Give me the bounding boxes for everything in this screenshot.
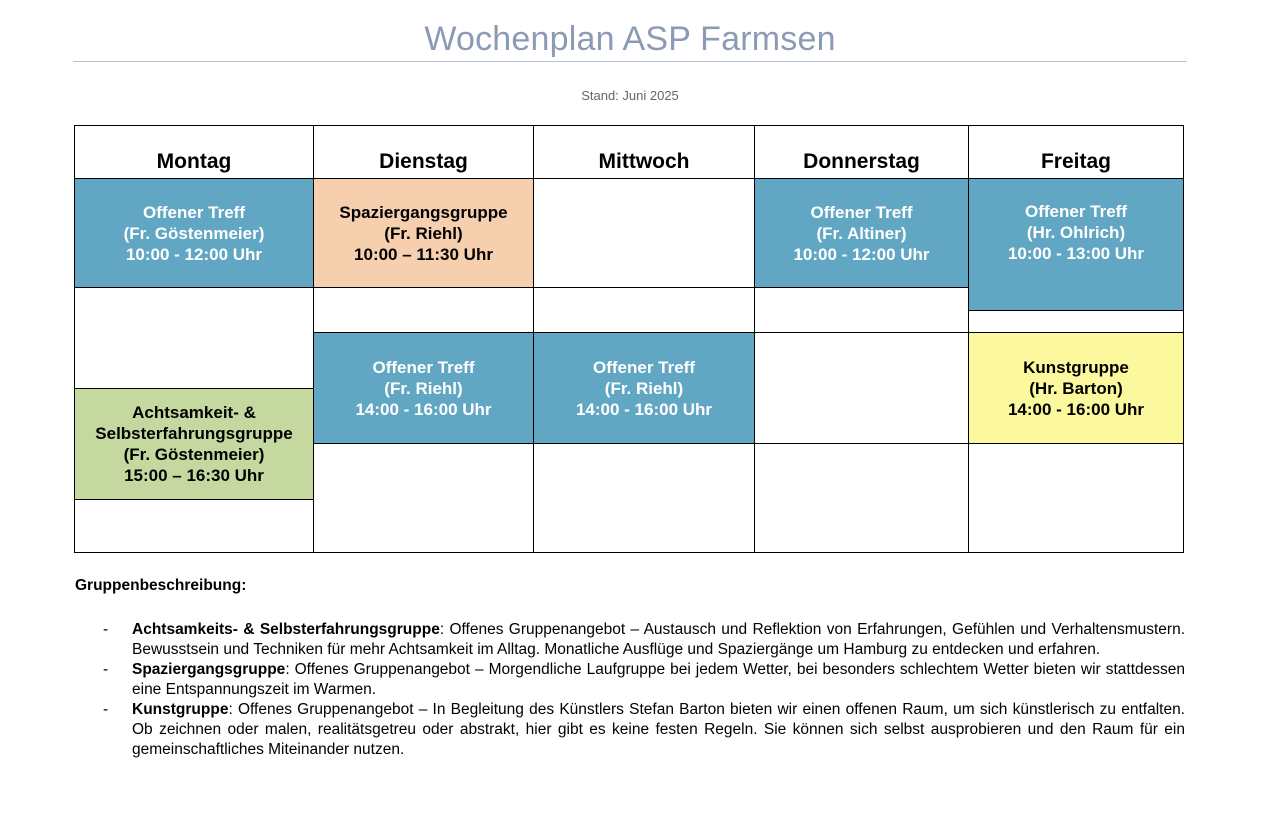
row-divider [968, 443, 1183, 444]
stand-date: Stand: Juni 2025 [581, 88, 679, 103]
event-title: Offener Treff [592, 357, 696, 377]
event-host: (Fr. Riehl) [384, 223, 463, 243]
event-spaziergangsgruppe-dienstag [314, 179, 533, 287]
event-offener-treff-freitag [969, 179, 1183, 310]
list-item [75, 620, 1185, 660]
event-host: (Fr. Riehl) [604, 378, 684, 398]
day-header-mittwoch: Mittwoch [598, 150, 690, 173]
day-header-montag: Montag [156, 150, 232, 173]
event-achtsamkeit-montag [75, 389, 313, 499]
event-title: Offener Treff [810, 202, 913, 222]
group-name: Achtsamkeits- & Selbsterfahrungsgruppe [132, 621, 440, 638]
page-title: Wochenplan ASP Farmsen [424, 20, 836, 58]
event-time: 10:00 - 12:00 Uhr [793, 244, 930, 264]
group-text: : Offenes Gruppenangebot – Morgendliche Laufgruppe bei jedem Wetter, bei besonders schlechtem Wetter bieten wir stattdessen eine Entspannungszeit im Warmen. [132, 661, 1185, 698]
group-descriptions [75, 576, 1185, 760]
event-offener-treff-dienstag [314, 333, 533, 443]
event-host: (Hr. Ohlrich) [1026, 223, 1126, 242]
event-title: Selbsterfahrungsgruppe [95, 424, 293, 443]
event-host: (Fr. Altiner) [816, 223, 907, 243]
title-divider [73, 61, 1187, 62]
group-name: Spaziergangsgruppe [132, 661, 286, 678]
list-item [75, 660, 1185, 700]
group-name: Kunstgruppe [132, 701, 229, 718]
event-title: Offener Treff [1024, 202, 1128, 221]
event-offener-treff-mittwoch [534, 333, 754, 443]
event-host: (Hr. Barton) [1029, 378, 1123, 398]
row-divider [968, 310, 1183, 311]
event-time: 14:00 - 16:00 Uhr [575, 399, 713, 419]
event-title: Offener Treff [372, 357, 475, 377]
event-kunstgruppe-freitag [969, 333, 1183, 443]
event-time: 14:00 - 16:00 Uhr [355, 399, 492, 419]
event-offener-treff-donnerstag [755, 179, 968, 287]
event-host: (Fr. Riehl) [384, 378, 463, 398]
schedule-table [74, 125, 1184, 553]
group-text: : Offenes Gruppenangebot – Austausch und Reflektion von Erfahrungen, Gefühlen und Verhaltensmustern. Bewusstsein und Techniken für mehr Achtsamkeit im Alltag. Monatliche Ausflüge und Spaziergänge um Hamburg zu entdecken und erfahren. [132, 621, 1186, 658]
event-offener-treff-montag [75, 179, 313, 287]
event-time: 14:00 - 16:00 Uhr [1007, 399, 1145, 419]
descriptions-heading: Gruppenbeschreibung: [75, 577, 247, 594]
bullet-dash: - [103, 661, 109, 678]
event-time: 15:00 – 16:30 Uhr [124, 466, 264, 485]
event-host: (Fr. Göstenmeier) [123, 223, 265, 243]
event-time: 10:00 - 12:00 Uhr [125, 244, 263, 264]
description-list [75, 620, 1185, 760]
event-time: 10:00 - 13:00 Uhr [1007, 244, 1145, 263]
event-title: Kunstgruppe [1023, 357, 1129, 377]
bullet-dash: - [103, 621, 109, 638]
day-header-donnerstag: Donnerstag [803, 150, 920, 173]
event-title: Offener Treff [142, 202, 246, 222]
row-divider [75, 499, 313, 500]
day-header-freitag: Freitag [1040, 150, 1111, 173]
bullet-dash: - [103, 701, 109, 718]
event-title: Spaziergangsgruppe [339, 202, 508, 222]
day-header-dienstag: Dienstag [379, 150, 468, 173]
row-divider [313, 443, 968, 444]
event-title: Achtsamkeit- & [132, 403, 256, 422]
event-host: (Fr. Göstenmeier) [123, 445, 265, 464]
row-divider [313, 287, 968, 288]
list-item [75, 700, 1185, 760]
event-time: 10:00 – 11:30 Uhr [354, 244, 493, 264]
group-text: : Offenes Gruppenangebot – In Begleitung des Künstlers Stefan Barton bieten wir einen offenen Raum, um sich künstlerisch zu entfalten. Ob zeichnen oder malen, realitätsgetreu oder abstrakt, hier gibt es keine festen Regeln. Sie können sich selbst ausprobieren und den Raum für ein gemeinschaftliches Miteinander nutzen. [132, 701, 1185, 758]
row-divider [75, 287, 313, 288]
